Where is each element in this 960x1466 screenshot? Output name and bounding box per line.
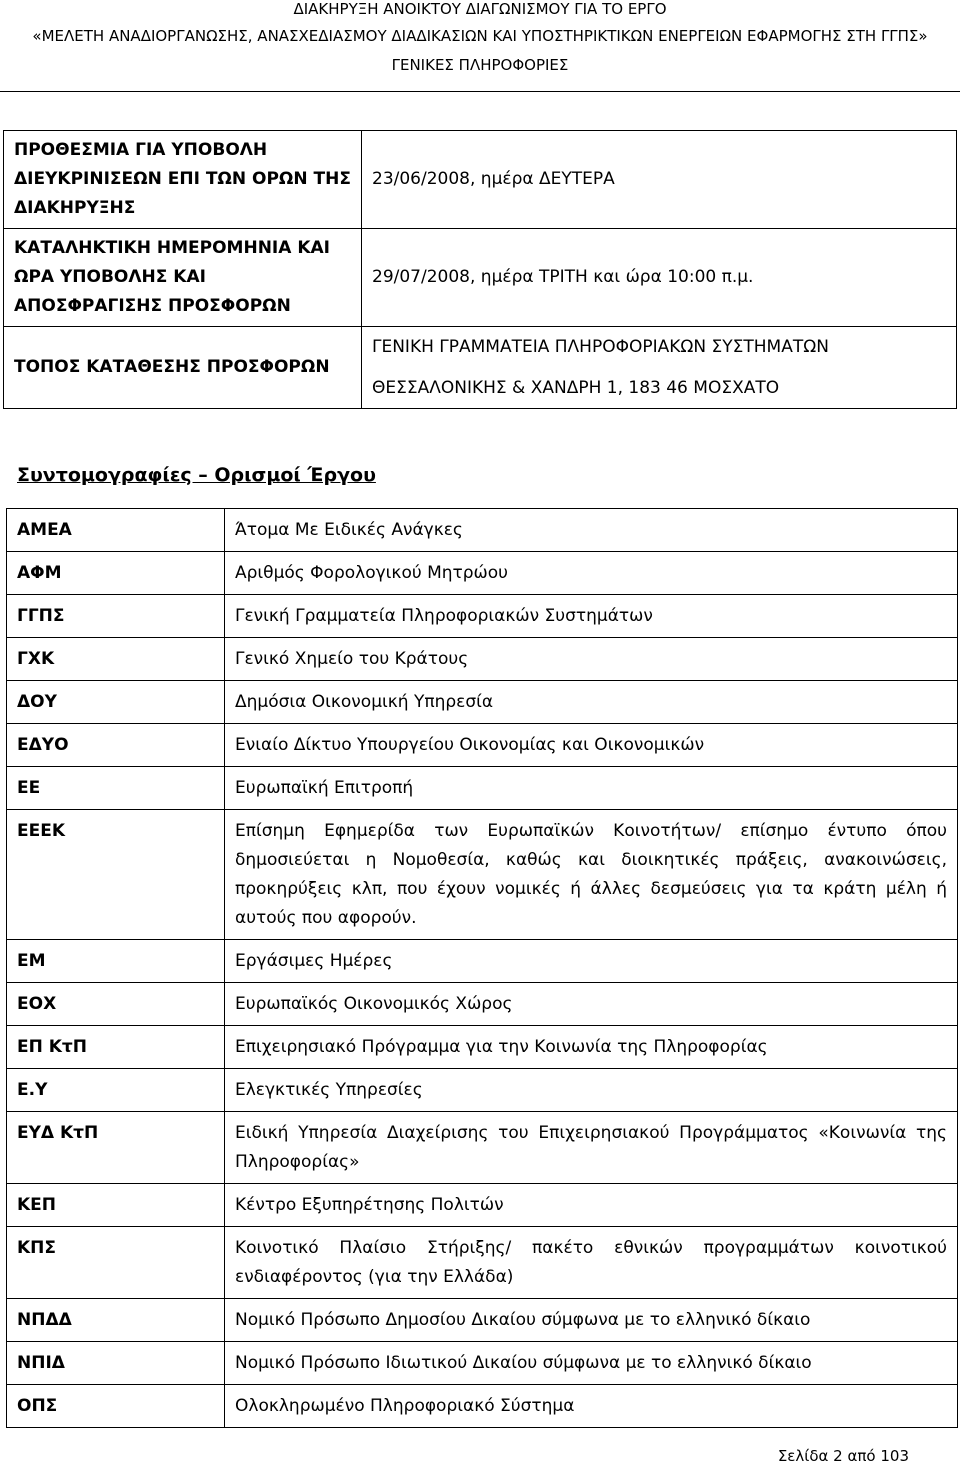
abbreviation-row — [7, 595, 958, 638]
abbreviation-description: Άτομα Με Ειδικές Ανάγκες — [225, 509, 958, 552]
abbreviation-code: ΕΥΔ ΚτΠ — [7, 1112, 225, 1184]
abbreviation-row — [7, 1184, 958, 1227]
abbreviation-code: ΓΓΠΣ — [7, 595, 225, 638]
abbreviation-description: Ευρωπαϊκός Οικονομικός Χώρος — [225, 983, 958, 1026]
abbreviation-code: ΕΟΧ — [7, 983, 225, 1026]
section-title: Συντομογραφίες – Ορισμοί Έργου — [17, 464, 376, 486]
abbreviation-code: ΝΠΙΔ — [7, 1342, 225, 1385]
abbreviation-row — [7, 1227, 958, 1299]
abbreviation-description: Αριθμός Φορολογικού Μητρώου — [225, 552, 958, 595]
info-row-deadline — [4, 131, 957, 229]
abbreviation-description: Επίσημη Εφημερίδα των Ευρωπαϊκών Κοινοτήτων/ επίσημο έντυπο όπου δημοσιεύεται η Νομοθεσία, καθώς και διοικητικές πράξεις, ανακοινώσεις, προκηρύξεις κλπ, που έχουν νομικές ή άλλες δεσμεύσεις για τα κράτη μέλη ή αυτούς που αφορούν. — [225, 810, 958, 940]
abbreviation-row — [7, 1342, 958, 1385]
abbreviation-code: ΕΜ — [7, 940, 225, 983]
abbreviation-description: Εργάσιμες Ημέρες — [225, 940, 958, 983]
abbreviation-description: Ευρωπαϊκή Επιτροπή — [225, 767, 958, 810]
abbreviation-description: Κέντρο Εξυπηρέτησης Πολιτών — [225, 1184, 958, 1227]
abbreviation-code: ΑΜΕΑ — [7, 509, 225, 552]
abbreviation-row — [7, 940, 958, 983]
abbreviation-row — [7, 767, 958, 810]
abbreviation-description: Δημόσια Οικονομική Υπηρεσία — [225, 681, 958, 724]
place-value-org: ΓΕΝΙΚΗ ΓΡΑΜΜΑΤΕΙΑ ΠΛΗΡΟΦΟΡΙΑΚΩΝ ΣΥΣΤΗΜΑΤΩΝ — [372, 336, 829, 357]
abbreviation-row — [7, 1112, 958, 1184]
abbreviation-description: Κοινοτικό Πλαίσιο Στήριξης/ πακέτο εθνικών προγραμμάτων κοινοτικού ενδιαφέροντος (για την Ελλάδα) — [225, 1227, 958, 1299]
abbreviation-description: Ενιαίο Δίκτυο Υπουργείου Οικονομίας και Οικονομικών — [225, 724, 958, 767]
place-label: ΤΟΠΟΣ ΚΑΤΑΘΕΣΗΣ ΠΡΟΣΦΟΡΩΝ — [4, 327, 362, 409]
abbreviation-row — [7, 983, 958, 1026]
header-tender-title: ΔΙΑΚΗΡΥΞΗ ΑΝΟΙΚΤΟΥ ΔΙΑΓΩΝΙΣΜΟΥ ΓΙΑ ΤΟ ΕΡΓΟ — [293, 0, 667, 18]
abbreviation-code: ΓΧΚ — [7, 638, 225, 681]
abbreviation-description: Ειδική Υπηρεσία Διαχείρισης του Επιχειρησιακού Προγράμματος «Κοινωνία της Πληροφορίας» — [225, 1112, 958, 1184]
abbreviation-row — [7, 724, 958, 767]
abbreviation-description: Ελεγκτικές Υπηρεσίες — [225, 1069, 958, 1112]
submission-value: 29/07/2008, ημέρα ΤΡΙΤΗ και ώρα 10:00 π.μ. — [362, 229, 957, 327]
general-info-table — [3, 130, 957, 409]
submission-label: ΚΑΤΑΛΗΚΤΙΚΗ ΗΜΕΡΟΜΗΝΙΑ ΚΑΙ ΩΡΑ ΥΠΟΒΟΛΗΣ ΚΑΙ ΑΠΟΣΦΡΑΓΙΣΗΣ ΠΡΟΣΦΟΡΩΝ — [4, 229, 362, 327]
abbreviation-description: Γενική Γραμματεία Πληροφοριακών Συστημάτων — [225, 595, 958, 638]
header-section-name: ΓΕΝΙΚΕΣ ΠΛΗΡΟΦΟΡΙΕΣ — [391, 56, 569, 74]
abbreviation-row — [7, 1299, 958, 1342]
abbreviation-row — [7, 810, 958, 940]
abbreviation-code: ΕΕΕΚ — [7, 810, 225, 940]
abbreviation-code: ΟΠΣ — [7, 1385, 225, 1428]
abbreviation-code: ΚΕΠ — [7, 1184, 225, 1227]
page-header — [0, 0, 960, 92]
abbreviation-code: ΕΔΥΟ — [7, 724, 225, 767]
abbreviation-row — [7, 1385, 958, 1428]
place-value — [362, 327, 957, 409]
place-value-address: ΘΕΣΣΑΛΟΝΙΚΗΣ & ΧΑΝΔΡΗ 1, 183 46 ΜΟΣΧΑΤΟ — [372, 377, 780, 398]
abbreviation-description: Επιχειρησιακό Πρόγραμμα για την Κοινωνία της Πληροφορίας — [225, 1026, 958, 1069]
abbreviation-code: ΚΠΣ — [7, 1227, 225, 1299]
header-project-title: «ΜΕΛΕΤΗ ΑΝΑΔΙΟΡΓΑΝΩΣΗΣ, ΑΝΑΣΧΕΔΙΑΣΜΟΥ ΔΙΑΔΙΚΑΣΙΩΝ ΚΑΙ ΥΠΟΣΤΗΡΙΚΤΙΚΩΝ ΕΝΕΡΓΕΙΩΝ ΕΦΑΡΜΟΓΗΣ ΣΤΗ ΓΓΠΣ» — [32, 27, 928, 45]
abbreviation-description: Νομικό Πρόσωπο Δημοσίου Δικαίου σύμφωνα με το ελληνικό δίκαιο — [225, 1299, 958, 1342]
abbreviation-code: ΕΕ — [7, 767, 225, 810]
abbreviation-code: ΝΠΔΔ — [7, 1299, 225, 1342]
abbreviation-row — [7, 509, 958, 552]
abbreviation-description: Νομικό Πρόσωπο Ιδιωτικού Δικαίου σύμφωνα με το ελληνικό δίκαιο — [225, 1342, 958, 1385]
abbreviation-row — [7, 681, 958, 724]
info-row-submission — [4, 229, 957, 327]
abbreviations-table — [6, 508, 958, 1428]
page-number: Σελίδα 2 από 103 — [777, 1447, 909, 1465]
abbreviation-row — [7, 552, 958, 595]
abbreviation-description: Γενικό Χημείο του Κράτους — [225, 638, 958, 681]
abbreviation-code: ΕΠ ΚτΠ — [7, 1026, 225, 1069]
abbreviation-code: ΔΟΥ — [7, 681, 225, 724]
abbreviation-row — [7, 638, 958, 681]
abbreviation-code: Ε.Υ — [7, 1069, 225, 1112]
abbreviation-row — [7, 1026, 958, 1069]
deadline-label: ΠΡΟΘΕΣΜΙΑ ΓΙΑ ΥΠΟΒΟΛΗ ΔΙΕΥΚΡΙΝΙΣΕΩΝ ΕΠΙ ΤΩΝ ΟΡΩΝ ΤΗΣ ΔΙΑΚΗΡΥΞΗΣ — [4, 131, 362, 229]
abbreviation-code: ΑΦΜ — [7, 552, 225, 595]
deadline-value: 23/06/2008, ημέρα ΔΕΥΤΕΡΑ — [362, 131, 957, 229]
abbreviation-description: Ολοκληρωμένο Πληροφοριακό Σύστημα — [225, 1385, 958, 1428]
info-row-place — [4, 327, 957, 409]
abbreviation-row — [7, 1069, 958, 1112]
